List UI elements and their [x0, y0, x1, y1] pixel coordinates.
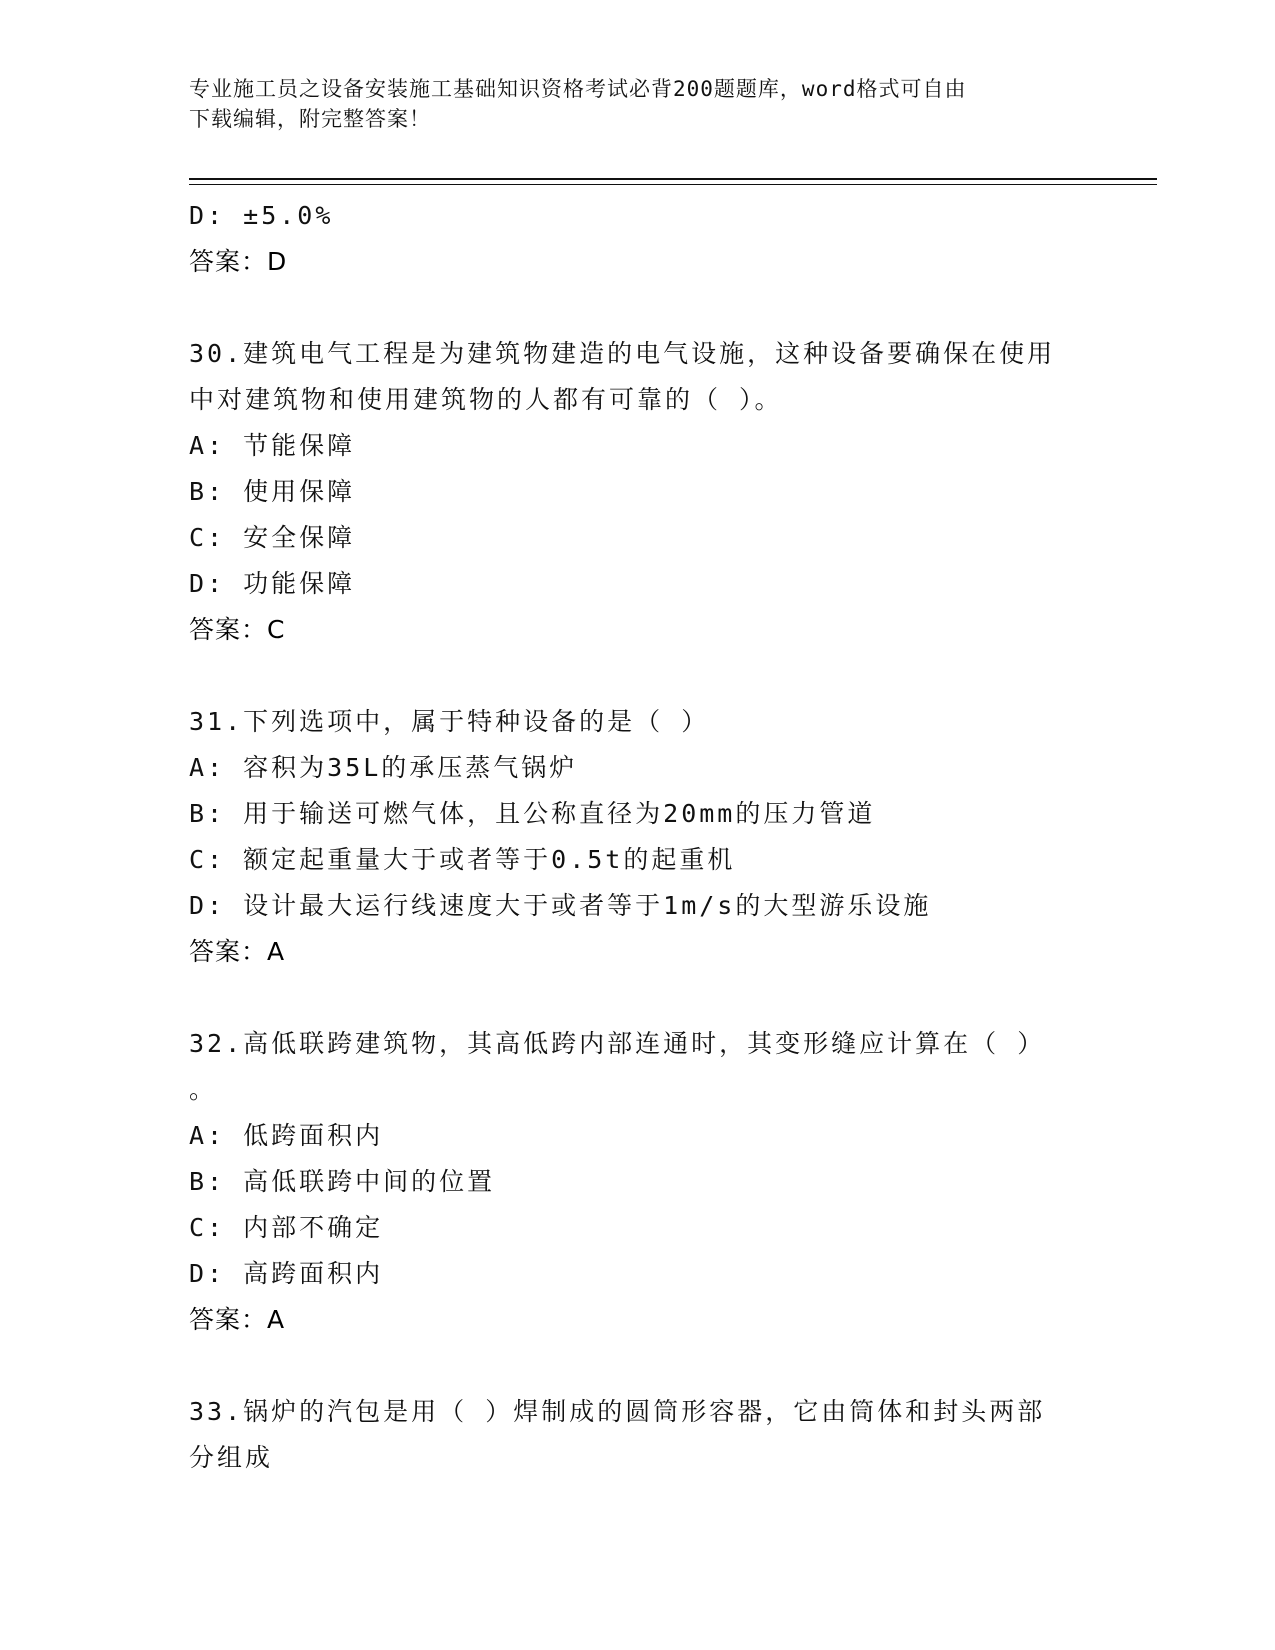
answer-line: 答案：A	[189, 937, 286, 966]
header-title-line-1: 专业施工员之设备安装施工基础知识资格考试必背200题题库，word格式可自由	[189, 77, 967, 101]
question-stem-line: 30.建筑电气工程是为建筑物建造的电气设施，这种设备要确保在使用	[189, 339, 1056, 368]
question-stem-line: 分组成	[189, 1443, 274, 1472]
option-a: A: 低跨面积内	[189, 1121, 384, 1150]
option-c: C: 额定起重量大于或者等于0.5t的起重机	[189, 845, 736, 874]
previous-question-tail	[189, 193, 1089, 285]
option-d: D: 高跨面积内	[189, 1259, 384, 1288]
option-a: A: 容积为35L的承压蒸气锅炉	[189, 753, 578, 782]
question-list	[189, 193, 1089, 1481]
answer-line: 答案：D	[189, 247, 288, 276]
question-stem-line: 33.锅炉的汽包是用（ ）焊制成的圆筒形容器，它由筒体和封头两部	[189, 1397, 1046, 1426]
answer-line: 答案：A	[189, 1305, 286, 1334]
option-b: B: 用于输送可燃气体，且公称直径为20mm的压力管道	[189, 799, 876, 828]
option-b: B: 使用保障	[189, 477, 356, 506]
option-b: B: 高低联跨中间的位置	[189, 1167, 496, 1196]
document-header	[189, 74, 1069, 134]
option-a: A: 节能保障	[189, 431, 356, 460]
header-divider-thin	[189, 184, 1157, 185]
question-stem-line: 。	[189, 1075, 218, 1104]
question-32	[189, 1021, 1089, 1343]
question-33	[189, 1389, 1089, 1481]
answer-line: 答案：C	[189, 615, 286, 644]
question-31	[189, 699, 1089, 975]
option-d: D: ±5.0%	[189, 201, 334, 230]
question-stem-line: 31.下列选项中，属于特种设备的是（ ）	[189, 707, 710, 736]
option-c: C: 安全保障	[189, 523, 356, 552]
question-stem-line: 32.高低联跨建筑物，其高低跨内部连通时，其变形缝应计算在（ ）	[189, 1029, 1046, 1058]
option-c: C: 内部不确定	[189, 1213, 384, 1242]
question-stem-line: 中对建筑物和使用建筑物的人都有可靠的（ ）。	[189, 385, 783, 414]
option-d: D: 设计最大运行线速度大于或者等于1m/s的大型游乐设施	[189, 891, 932, 920]
header-divider-thick	[189, 178, 1157, 180]
question-30	[189, 331, 1089, 653]
header-title-line-2: 下载编辑，附完整答案！	[189, 107, 431, 131]
option-d: D: 功能保障	[189, 569, 356, 598]
